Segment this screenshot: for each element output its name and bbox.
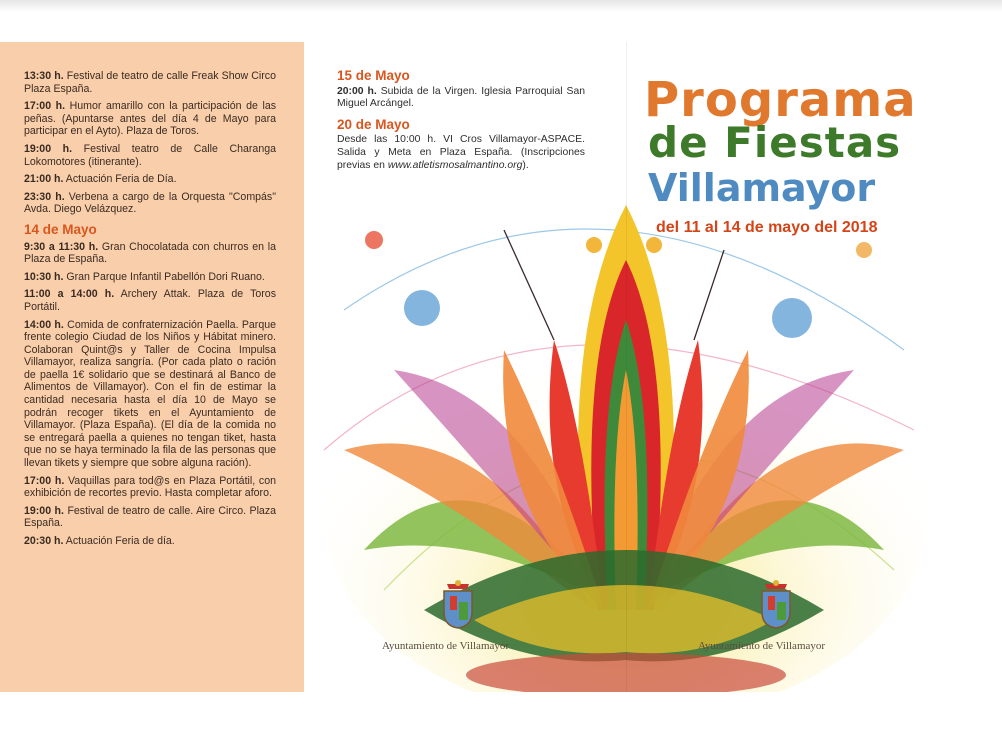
page-margin bbox=[934, 42, 1002, 692]
day-heading-14-mayo: 14 de Mayo bbox=[24, 221, 97, 237]
cover-title-villamayor: Villamayor bbox=[648, 166, 876, 210]
cover-dates: del 11 al 14 de mayo del 2018 bbox=[656, 219, 878, 236]
schedule-entry: 20:30 h. Actuación Feria de día. bbox=[24, 535, 175, 547]
schedule-entry: 21:00 h. Actuación Feria de Día. bbox=[24, 173, 177, 186]
coat-of-arms-icon bbox=[759, 580, 793, 630]
schedule-entry: 19:00 h. Festival teatro de Calle Charanga Lokomotores (itinerante). bbox=[24, 142, 277, 168]
schedule-entry: 17:00 h. Vaquillas para tod@s en Plaza Portátil, con exhibición de recortes previo. Hasta completar aforo. bbox=[24, 474, 276, 500]
schedule-list-13-mayo bbox=[24, 70, 276, 216]
schedule-panel-left bbox=[0, 42, 304, 692]
schedule-middle-text bbox=[337, 70, 585, 180]
schedule-entry: 13:30 h. Festival de teatro de calle Freak Show Circo Plaza España. bbox=[24, 70, 277, 95]
schedule-entry: Desde las 10:00 h. VI Cros Villamayor-ASPACE. Salida y Meta en Plaza España. (Inscripciones previas en www.atletismosalmantino.org). bbox=[337, 134, 585, 171]
ayuntamiento-caption: Ayuntamiento de Villamayor bbox=[382, 640, 510, 652]
website-link[interactable]: www.atletismosalmantino.org bbox=[387, 159, 523, 171]
schedule-entry: 14:00 h. Comida de confraternización Paella. Parque frente colegio Ciudad de los Niños y Hábitat minero. Colaboran Quint@s y Taller de Cocina Impulsa Villamayor, realiza sangría. (Por cada plato o ración de paella 1€ solidario que se destinará al Banco de Alimentos de Villamayor). Con el fin de estimar la cantidad necesaria hasta el día 10 de Mayo se podrán recoger tikets en el Ayuntamiento de Villamayor. (Plaza España). (El día de la comida no se entregará paella a quienes no tengan tiket, hasta que no se haya terminado la fila de las personas que llevan tikets y siempre que sobre alguna ración). bbox=[24, 318, 277, 470]
day-heading-15-mayo: 15 de Mayo bbox=[337, 68, 410, 83]
schedule-entry: 10:30 h. Gran Parque Infantil Pabellón Dori Ruano. bbox=[24, 270, 265, 283]
floral-artwork bbox=[304, 190, 934, 692]
fold-line bbox=[626, 42, 627, 692]
coat-of-arms-icon bbox=[441, 580, 475, 630]
cover-title-de-fiestas: de Fiestas bbox=[648, 118, 902, 167]
schedule-entry: 17:00 h. Humor amarillo con la participación de las peñas. (Apuntarse antes del día 4 de Mayo para participar en el Ayto). Plaza de Toros. bbox=[24, 100, 277, 138]
schedule-entry: 19:00 h. Festival de teatro de calle. Aire Circo. Plaza España. bbox=[24, 504, 277, 530]
schedule-entry: 11:00 a 14:00 h. Archery Attak. Plaza de Toros Portátil. bbox=[24, 288, 276, 313]
scan-shadow bbox=[0, 0, 1002, 12]
day-heading-20-mayo: 20 de Mayo bbox=[337, 116, 410, 132]
cover-title-programa: Programa bbox=[644, 72, 917, 128]
schedule-list-14-mayo bbox=[24, 241, 276, 548]
ayuntamiento-caption: Ayuntamiento de Villamayor bbox=[698, 640, 826, 652]
schedule-entry: 20:00 h. Subida de la Virgen. Iglesia Parroquial San Miguel Arcángel. bbox=[337, 85, 586, 110]
schedule-entry: 9:30 a 11:30 h. Gran Chocolatada con churros en la Plaza de España. bbox=[24, 240, 276, 266]
schedule-entry: 23:30 h. Verbena a cargo de la Orquesta "Compás" Avda. Diego Velázquez. bbox=[24, 190, 276, 216]
